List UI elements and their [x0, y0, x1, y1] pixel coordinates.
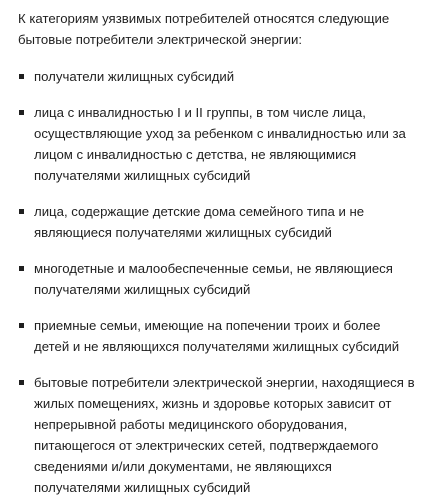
list-item	[18, 66, 419, 87]
list-item-text: многодетные и малообеспеченные семьи, не являющиеся получателями жилищных субсидий	[34, 261, 393, 297]
list-item-text: приемные семьи, имеющие на попечении троих и более детей и не являющихся получателями жилищных субсидий	[34, 318, 400, 354]
list-item-text: бытовые потребители электрической энергии, находящиеся в жилых помещениях, жизнь и здоровье которых зависит от непрерывной работы медицинского оборудования, питающегося от электрических сетей, подтверждаемого сведениями и/или документами, не являющихся получателями жилищных субсидий	[34, 375, 415, 495]
consumer-category-list	[18, 66, 419, 498]
list-item	[18, 315, 419, 357]
list-item-text: лица с инвалидностью I и II группы, в том числе лица, осуществляющие уход за ребенком с инвалидностью или за лицом с инвалидностью с детства, не являющимися получателями жилищных субсидий	[34, 105, 406, 183]
square-bullet-icon	[19, 380, 24, 385]
square-bullet-icon	[19, 209, 24, 214]
square-bullet-icon	[19, 266, 24, 271]
list-item	[18, 102, 419, 186]
square-bullet-icon	[19, 323, 24, 328]
list-item-text: получатели жилищных субсидий	[34, 69, 235, 84]
intro-paragraph: К категориям уязвимых потребителей относятся следующие бытовые потребители электрической энергии:	[18, 11, 390, 47]
square-bullet-icon	[19, 74, 24, 79]
list-item	[18, 201, 419, 243]
list-item	[18, 372, 419, 498]
list-item	[18, 258, 419, 300]
square-bullet-icon	[19, 110, 24, 115]
list-item-text: лица, содержащие детские дома семейного типа и не являющиеся получателями жилищных субсидий	[34, 204, 365, 240]
